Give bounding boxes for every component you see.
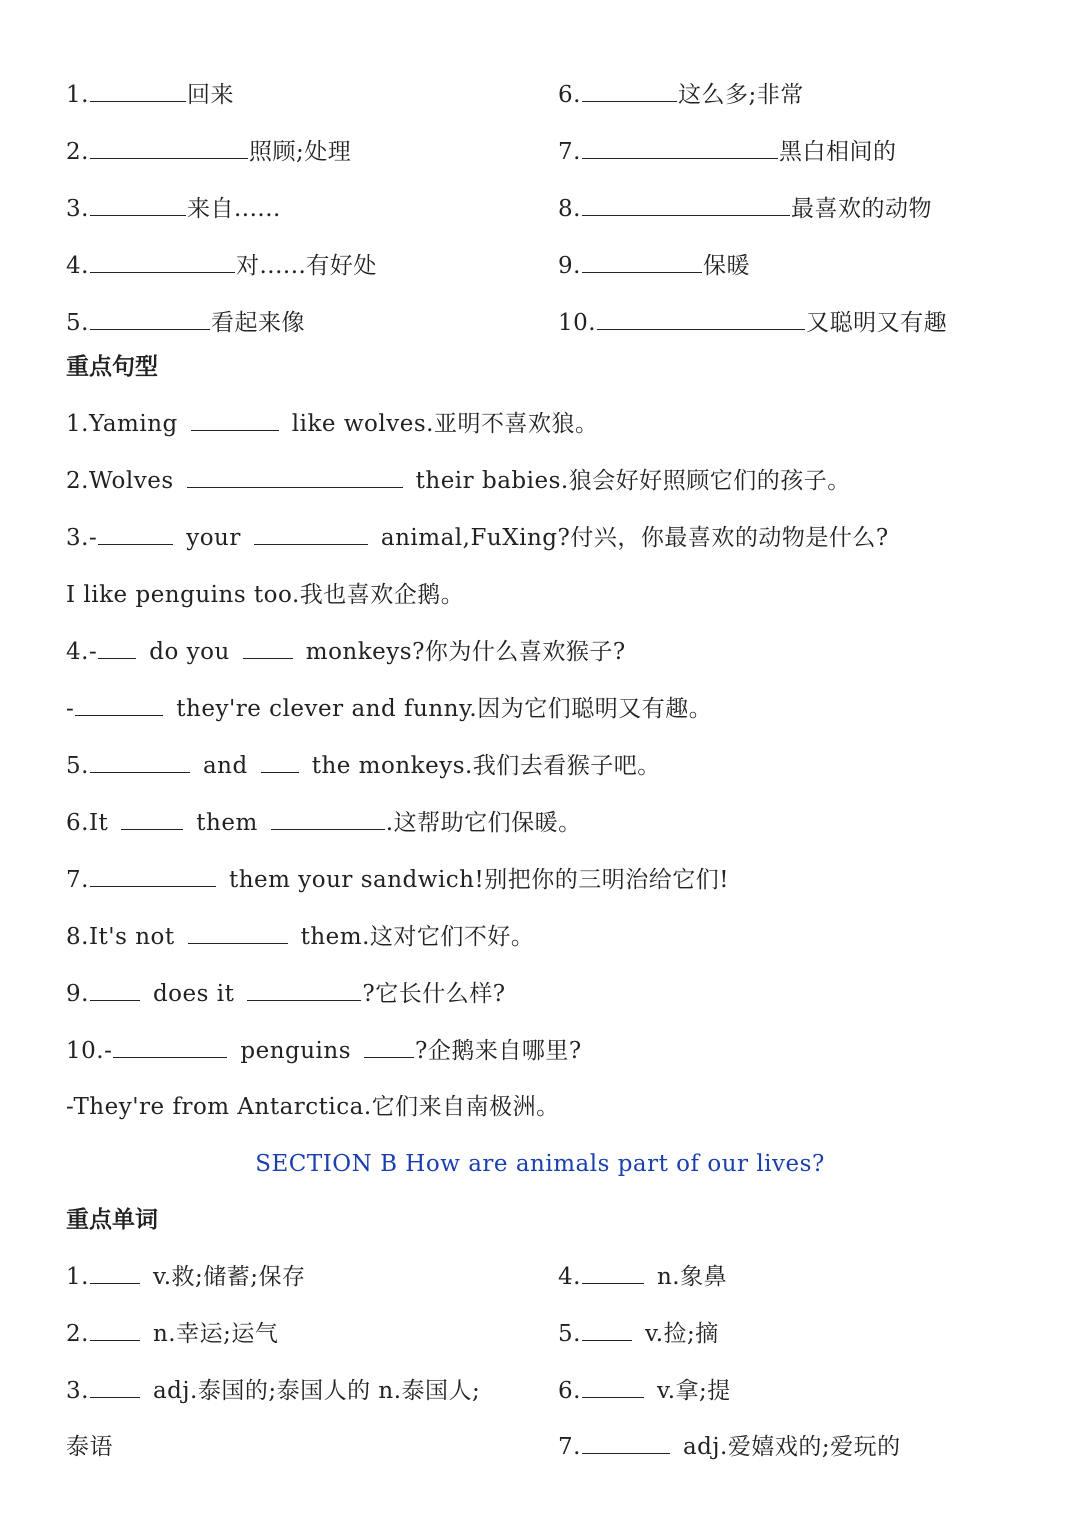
sentence-3 [66,523,889,553]
word-item-1 [66,1262,306,1292]
sentence-2 [66,466,851,496]
sentence-text: 4.- [66,639,98,665]
phrase-meaning: 这么多;非常 [677,82,804,108]
phrase-meaning: 对......有好处 [235,253,377,279]
item-number: 3. [66,1378,89,1404]
sentence-text: your [186,525,241,551]
word-item-2 [66,1319,278,1349]
sentence-text: and [202,753,248,779]
item-number: 1. [66,1264,89,1290]
section-b-title: SECTION B How are animals part of our lives? [255,1151,825,1177]
sentence-text: - [66,696,75,722]
answer-blank[interactable] [90,81,186,102]
phrase-meaning: 最喜欢的动物 [790,196,932,222]
sentence-text: 9. [66,981,89,1007]
answer-blank[interactable] [597,309,805,330]
sentence-text: 3.- [66,525,98,551]
answer-blank[interactable] [187,467,403,488]
answer-blank[interactable] [243,638,293,659]
answer-blank[interactable] [90,1377,140,1398]
item-number: 8. [558,196,581,222]
answer-blank[interactable] [254,524,368,545]
item-number: 6. [558,82,581,108]
sentence-text: them.这对它们不好。 [300,924,535,950]
answer-blank[interactable] [582,1320,632,1341]
answer-blank[interactable] [582,252,702,273]
phrase-item-4 [66,251,377,281]
answer-blank[interactable] [582,138,778,159]
sentence-text: do you [149,639,230,665]
sentence-10 [66,1036,582,1066]
item-number: 3. [66,196,89,222]
answer-blank[interactable] [582,1377,644,1398]
sentence-1 [66,409,598,439]
sentence-text: .这帮助它们保暖。 [385,810,582,836]
phrase-item-9 [558,251,750,281]
answer-blank[interactable] [113,1037,227,1058]
sentence-10-reply: -They're from Antarctica.它们来自南极洲。 [66,1094,560,1120]
answer-blank[interactable] [90,1263,140,1284]
phrase-item-7 [558,137,896,167]
item-number: 2. [66,1321,89,1347]
answer-blank[interactable] [98,524,173,545]
item-number: 6. [558,1378,581,1404]
sentence-text: monkeys?你为什么喜欢猴子? [305,639,626,665]
answer-blank[interactable] [188,923,288,944]
sentence-text: 7. [66,867,89,893]
phrase-meaning: 回来 [186,82,234,108]
item-number: 2. [66,139,89,165]
word-item-3-continued: 泰语 [66,1434,113,1460]
item-number: 9. [558,253,581,279]
sentence-text: 5. [66,753,89,779]
sentence-4 [66,637,626,667]
answer-blank[interactable] [90,980,140,1001]
word-definition: adj.爱嬉戏的;爱玩的 [682,1434,901,1460]
answer-blank[interactable] [271,809,385,830]
answer-blank[interactable] [121,809,183,830]
answer-blank[interactable] [90,866,216,887]
phrase-item-1 [66,80,234,110]
phrase-item-8 [558,194,932,224]
sentence-3-reply: I like penguins too.我也喜欢企鹅。 [66,582,465,608]
sentence-text: like wolves.亚明不喜欢狼。 [291,411,599,437]
phrase-meaning: 保暖 [702,253,750,279]
word-definition: v.拿;提 [656,1378,731,1404]
sentence-text: them [196,810,258,836]
phrase-meaning: 来自...... [186,196,281,222]
answer-blank[interactable] [90,1320,140,1341]
item-number: 4. [66,253,89,279]
sentence-9 [66,979,506,1009]
sentence-text: ?它长什么样? [362,981,506,1007]
answer-blank[interactable] [582,81,677,102]
word-item-4 [558,1262,727,1292]
item-number: 10. [558,310,597,336]
answer-blank[interactable] [90,752,190,773]
sentence-text: the monkeys.我们去看猴子吧。 [311,753,661,779]
phrase-meaning: 看起来像 [210,310,305,336]
word-item-7 [558,1432,901,1462]
sentence-5 [66,751,661,781]
word-definition: v.捡;摘 [644,1321,719,1347]
sentence-text: does it [152,981,235,1007]
phrase-item-3 [66,194,281,224]
sentence-text: their babies.狼会好好照顾它们的孩子。 [415,468,851,494]
item-number: 4. [558,1264,581,1290]
sentence-text: they're clever and funny.因为它们聪明又有趣。 [176,696,713,722]
word-item-5 [558,1319,719,1349]
sentence-text: 1.Yaming [66,411,178,437]
word-item-3 [66,1376,480,1406]
sentence-text: 2.Wolves [66,468,174,494]
section-heading-sentences: 重点句型 [66,354,158,380]
sentence-8 [66,922,534,952]
item-number: 7. [558,139,581,165]
phrase-meaning: 照顾;处理 [248,139,352,165]
answer-blank[interactable] [90,138,248,159]
sentence-text: 8.It's not [66,924,175,950]
answer-blank[interactable] [191,410,279,431]
word-definition: n.象鼻 [656,1264,728,1290]
item-number: 1. [66,82,89,108]
phrase-meaning: 黑白相间的 [778,139,897,165]
sentence-text: penguins [240,1038,352,1064]
phrase-item-5 [66,308,305,338]
sentence-text: ?企鹅来自哪里? [415,1038,582,1064]
sentence-text: animal,FuXing?付兴，你最喜欢的动物是什么? [380,525,889,551]
answer-blank[interactable] [261,752,299,773]
phrase-item-10 [558,308,947,338]
sentence-text: them your sandwich!别把你的三明治给它们! [228,867,729,893]
answer-blank[interactable] [98,638,136,659]
answer-blank[interactable] [247,980,361,1001]
sentence-6 [66,808,582,838]
phrase-item-2 [66,137,351,167]
phrase-item-6 [558,80,804,110]
item-number: 5. [66,310,89,336]
item-number: 7. [558,1434,581,1460]
item-number: 5. [558,1321,581,1347]
answer-blank[interactable] [90,309,210,330]
sentence-text: 6.It [66,810,109,836]
word-definition: n.幸运;运气 [152,1321,279,1347]
word-definition: adj.泰国的;泰国人的 n.泰国人; [152,1378,481,1404]
answer-blank[interactable] [75,695,163,716]
answer-blank[interactable] [582,1263,644,1284]
answer-blank[interactable] [90,252,235,273]
section-heading-words: 重点单词 [66,1207,158,1233]
answer-blank[interactable] [364,1037,414,1058]
answer-blank[interactable] [90,195,186,216]
answer-blank[interactable] [582,1433,670,1454]
word-item-6 [558,1376,731,1406]
sentence-7 [66,865,729,895]
phrase-meaning: 又聪明又有趣 [806,310,948,336]
sentence-4-reply [66,694,712,724]
answer-blank[interactable] [582,195,790,216]
word-definition: v.救;储蓄;保存 [152,1264,306,1290]
sentence-text: 10.- [66,1038,113,1064]
